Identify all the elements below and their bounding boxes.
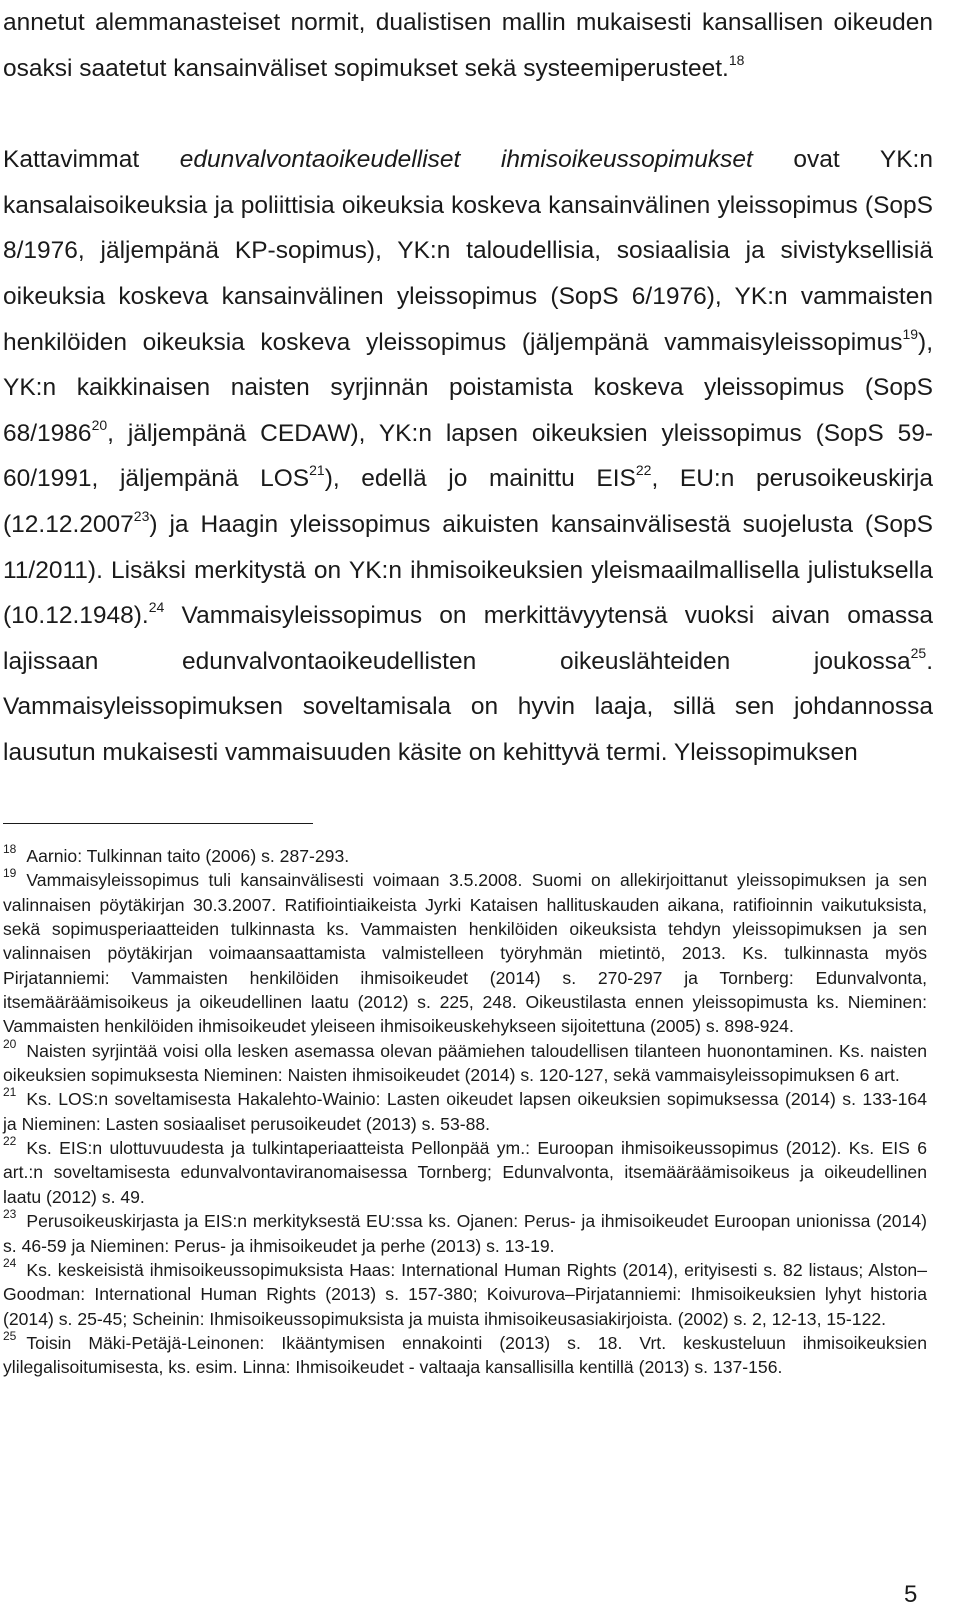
paragraph-2 [3,137,933,775]
footnote-ref: 20 [91,416,108,433]
footnote-text: Perusoikeuskirjasta ja EIS:n merkityksestä EU:ssa ks. Ojanen: Perus- ja ihmisoikeudet Euroopan unionissa (2014) s. 46-59 ja Nieminen: Perus- ja ihmisoikeudet ja perhe (2013) s. 13-19. [3,1211,927,1256]
footnote-text: Ks. keskeisistä ihmisoikeussopimuksista Haas: International Human Rights (2014), erityisesti s. 82 listaus; Alston–Goodman: International Human Rights (2013) s. 157-380; Koivurova–Pirjatanniemi: Ihmisoikeuksien lyhyt historia (2014) s. 25-45; Scheinin: Ihmisoikeussopimuksista ja muista ihmisoikeusasiakirjoista. (2002) s. 2, 12-13, 15-122. [3,1259,927,1329]
footnote-ref: 25 [910,644,927,661]
paragraph-2-text: . Vammaisyleissopimuksen soveltamisala on hyvin laaja, sillä sen johdannossa lausutun mukaisesti vammaisuuden käsite on kehittyvä termi. Yleissopimuksen [3,647,933,766]
footnotes [3,844,927,1380]
footnote-number: 19 [3,866,17,881]
paragraph-2-text: , EU:n perusoikeuskirja (12.12.2007 [3,465,933,538]
footnote-ref: 24 [148,599,165,616]
paragraph-2-text: , jäljempänä CEDAW), YK:n lapsen oikeuksien yleissopimus (SopS 59-60/1991, jäljempänä LOS [3,419,933,493]
italic-term: edunvalvontaoikeudelliset ihmisoikeussopimukset [179,146,753,174]
footnote-number: 21 [3,1085,17,1100]
footnote [3,1036,927,1088]
footnote [3,868,927,1038]
paragraph-2-text: ) ja Haagin yleissopimus aikuisten kansainvälisestä suojelusta (SopS 11/2011). Lisäksi merkitystä on YK:n ihmisoikeuksien yleismaailmallisella julistuksella (10.12.1948). [3,510,933,630]
footnote-ref: 23 [133,507,150,524]
paragraph-2-text: ), edellä jo mainittu EIS [324,465,636,493]
footnote-number: 22 [3,1134,17,1149]
footnote-text: Vammaisyleissopimus tuli kansainvälisesti voimaan 3.5.2008. Suomi on allekirjoittanut yleissopimuksen ja sen valinnaisen pöytäkirjan 30.3.2007. Ratifiointiaikeista Jyrki Kataisen hallituskauden aikana, ratifioinnin vaikutuksista, sekä sopimusperiaatteiden tulkinnasta ks. Vammaisten henkilöiden oikeuksista tehdyn yleissopimuksen ja sen valinnaisen pöytäkirjan voimaansaattamista valmistelleen työryhmän mietintö, 2013. Ks. tulkinnasta myös Pirjatanniemi: Vammaisten henkilöiden ihmisoikeudet (2014) s. 270-297 ja Tornberg: Edunvalvonta, itsemääräämisoikeus ja oikeudellinen laatu (2012) s. 225, 248. Oikeustilasta ennen yleissopimusta ks. Nieminen: Vammaisten henkilöiden ihmisoikeudet yleiseen ihmisoikeuskehykseen sijoitettuna (2005) s. 898-924. [3,870,927,1037]
footnote [3,1087,927,1136]
paragraph-2-text: ), YK:n kaikkinaisen naisten syrjinnän poistamista koskeva yleissopimus (SopS 68/1986 [3,328,933,447]
footnote-ref: 21 [309,462,325,479]
footnote-ref: 22 [635,462,652,479]
footnote [3,1209,927,1258]
page-number: 5 [904,1581,918,1608]
paragraph-2-text: Kattavimmat [3,146,180,174]
footnote-number: 20 [3,1036,17,1051]
footnote-number: 23 [3,1207,17,1222]
paragraph-2-text: ovat YK:n kansalaisoikeuksia ja poliittisia oikeuksia koskeva kansainvälinen yleissopimus (SopS 8/1976, jäljempänä KP-sopimus), YK:n taloudellisia, sosiaalisia ja sivistyksellisiä oikeuksia koskeva kansainvälinen yleissopimus (SopS 6/1976), YK:n vammaisten henkilöiden oikeuksia koskeva yleissopimus (jäljempänä vammaisyleissopimus [3,146,933,356]
paragraph-2-text: Vammaisyleissopimus on merkittävyytensä vuoksi aivan omassa lajissaan edunvalvontaoikeudellisten oikeuslähteiden joukossa [3,602,933,675]
footnote-text: Ks. EIS:n ulottuvuudesta ja tulkintaperiaatteista Pellonpää ym.: Euroopan ihmisoikeussopimus (2012). Ks. EIS 6 art.:n soveltamisesta edunvalvontaviranomaisessa Tornberg; Edunvalvonta, itsemääräämisoikeus ja oikeudellinen laatu (2012) s. 49. [3,1138,927,1207]
footnote-text: Naisten syrjintää voisi olla lesken asemassa olevan päämiehen taloudellisen tilanteen huonontaminen. Ks. naisten oikeuksien sopimuksesta Nieminen: Naisten ihmisoikeudet (2014) s. 120-127, sekä vammaisyleissopimuksen 6 art. [3,1040,927,1086]
footnote-number: 25 [3,1328,17,1343]
footnote-text: Ks. LOS:n soveltamisesta Hakalehto-Wainio: Lasten oikeudet lapsen oikeuksien sopimuksessa (2014) s. 133-164 ja Nieminen: Lasten sosiaaliset perusoikeudet (2013) s. 53-88. [3,1089,927,1134]
footnote-number: 18 [3,842,17,856]
main-text [3,0,933,776]
footnote-separator [3,823,313,824]
paragraph-1-text: annetut alemmanasteiset normit, dualistisen mallin mukaisesti kansallisen oikeuden osaksi saatetut kansainväliset sopimukset sekä systeemiperusteet. [3,9,933,82]
footnote-text: Aarnio: Tulkinnan taito (2006) s. 287-293. [26,846,350,866]
paragraph-1 [3,0,933,91]
footnote-text: Toisin Mäki-Petäjä-Leinonen: Ikääntymisen ennakointi (2013) s. 18. Vrt. keskusteluun ihmisoikeuksien ylilegalisoitumisesta, ks. esim. Linna: Ihmisoikeudet - valtaaja kansallisilla kentillä (2013) s. 137-156. [3,1332,927,1378]
footnote-number: 24 [3,1255,17,1270]
footnote-ref: 19 [902,325,919,342]
footnote [3,1136,927,1209]
footnote-ref: 18 [728,51,745,68]
footnote [3,1328,927,1380]
footnote [3,1255,927,1331]
footnote [3,844,927,868]
